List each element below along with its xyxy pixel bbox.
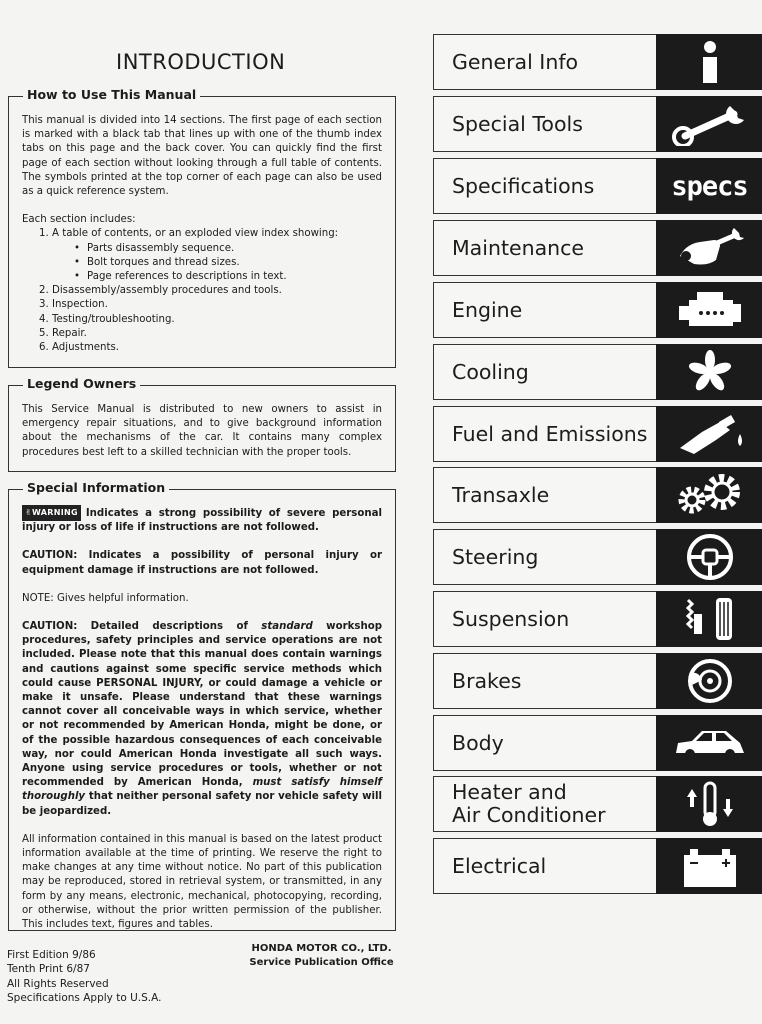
special-information-heading: Special Information (23, 480, 169, 495)
gears-icon (656, 467, 762, 523)
fuel-nozzle-icon (656, 406, 762, 462)
how-to-use-heading: How to Use This Manual (23, 87, 200, 102)
specs-icon: specs (656, 158, 762, 214)
tab-heater-ac[interactable] (433, 776, 762, 832)
tab-specifications[interactable] (433, 158, 762, 214)
car-body-icon (656, 715, 762, 771)
tab-special-tools[interactable] (433, 96, 762, 152)
tab-label: Transaxle (452, 482, 550, 507)
how-to-use-intro: This manual is divided into 14 sections. The first page of each section is marked with a black tab that lines up with one of the thumb index tabs on this page and the back cover. You can quickly find the first page of each section without looking through a full table of contents. The symbols printed at the top corner of each page can also be used as a quick reference system. (22, 115, 382, 198)
tab-label: Suspension (452, 606, 570, 631)
tab-label: Special Tools (452, 111, 583, 136)
edition-line: First Edition 9/86 (7, 949, 96, 961)
tab-label: Fuel and Emissions (452, 421, 648, 446)
spec-line: Specifications Apply to U.S.A. (7, 991, 162, 1004)
tab-maintenance[interactable] (433, 220, 762, 276)
section-includes-list (22, 227, 382, 355)
tab-electrical[interactable] (433, 838, 762, 894)
tab-label: Specifications (452, 173, 595, 198)
tab-brakes[interactable] (433, 653, 762, 709)
tab-general-info[interactable] (433, 34, 762, 90)
list-item: 5. Repair. (52, 327, 382, 341)
bullet-item: • Bolt torques and thread sizes. (74, 256, 382, 270)
rights-line: All Rights Reserved (7, 977, 109, 990)
thermometer-icon (656, 776, 762, 832)
tab-body[interactable] (433, 715, 762, 771)
engine-icon (656, 282, 762, 338)
tab-label: Brakes (452, 668, 522, 693)
list-item: 2. Disassembly/assembly procedures and tools. (52, 284, 382, 298)
tab-cooling[interactable] (433, 344, 762, 400)
list-item: 6. Adjustments. (52, 341, 382, 355)
bullet-list (52, 242, 382, 285)
tab-transaxle[interactable] (433, 467, 762, 523)
brake-disc-icon (656, 653, 762, 709)
hand-wrench-icon (656, 220, 762, 276)
tab-label: Electrical (452, 853, 547, 878)
includes-label: Each section includes: (22, 214, 136, 226)
caution-paragraph: CAUTION: Indicates a possibility of personal injury or equipment damage if instructions are not followed. (22, 550, 382, 576)
edition-info (7, 948, 161, 1005)
list-item: 1. A table of contents, or an exploded view index showing: • Parts disassembly sequence. • Bolt torques and thread sizes. • Page references to descriptions in text. (52, 227, 382, 284)
caution-detailed-paragraph: CAUTION: Detailed descriptions of standard workshop procedures, safety principles and service operations are not included. Please note that this manual does contain warnings and cautions against some specific service methods which could cause PERSONAL INJURY, or could damage a vehicle or make it unsafe. Please understand that these warnings cannot cover all conceivable ways in which service, whether or not recommended by American Honda, might be done, or of the possible hazardous consequences of each conceivable way, nor could American Honda investigate all such ways. Anyone using service procedures or tools, whether or not recommended by American Honda, must satisfy himself thoroughly that neither personal safety nor vehicle safety will be jeopardized. (22, 621, 382, 817)
tab-suspension[interactable] (433, 591, 762, 647)
publisher-office: Service Publication Office (249, 957, 394, 969)
tab-steering[interactable] (433, 529, 762, 585)
tab-label: Heater and Air Conditioner (452, 780, 606, 827)
legend-owners-section (8, 376, 396, 472)
info-icon (656, 34, 762, 90)
steering-wheel-icon (656, 529, 762, 585)
how-to-use-section (8, 87, 396, 368)
fan-icon (656, 344, 762, 400)
publisher-company: HONDA MOTOR CO., LTD. (251, 943, 392, 954)
tab-label: General Info (452, 49, 579, 74)
bullet-item: • Page references to descriptions in text. (74, 270, 382, 284)
tab-label: Cooling (452, 359, 529, 384)
publisher-info (244, 942, 399, 971)
bullet-item: • Parts disassembly sequence. (74, 242, 382, 256)
legend-owners-heading: Legend Owners (23, 376, 140, 391)
tab-label: Maintenance (452, 235, 585, 260)
list-item: 3. Inspection. (52, 298, 382, 312)
special-information-section (8, 480, 396, 931)
tab-label: Engine (452, 297, 523, 322)
battery-icon (656, 838, 762, 894)
tab-fuel-emissions[interactable] (433, 406, 762, 462)
tab-label: Body (452, 730, 504, 755)
tab-label: Steering (452, 544, 539, 569)
page-title: INTRODUCTION (116, 50, 286, 74)
print-line: Tenth Print 6/87 (7, 963, 90, 976)
legend-owners-text: This Service Manual is distributed to new owners to assist in emergency repair situations, and to give background information about the mechanisms of the car. It contains many complex procedures best left to a skilled technician with the proper tools. (22, 404, 382, 458)
shock-absorber-icon (656, 591, 762, 647)
wrench-icon (656, 96, 762, 152)
list-item: 4. Testing/troubleshooting. (52, 313, 382, 327)
tab-engine[interactable] (433, 282, 762, 338)
warning-badge: ✌WARNING (22, 505, 81, 521)
rights-paragraph: All information contained in this manual is based on the latest product information available at the time of printing. We reserve the right to make changes at any time without notice. No part of this publication may be reproduced, stored in retrieval system, or transmitted, in any form by any means, electronic, mechanical, photocopying, recording, or otherwise, without the prior written permission of the publisher. This includes text, figures and tables. (22, 833, 382, 931)
note-paragraph: NOTE: Gives helpful information. (22, 592, 189, 604)
warning-paragraph: ✌WARNING Indicates a strong possibility of severe personal injury or loss of life if instructions are not followed. (22, 505, 382, 535)
